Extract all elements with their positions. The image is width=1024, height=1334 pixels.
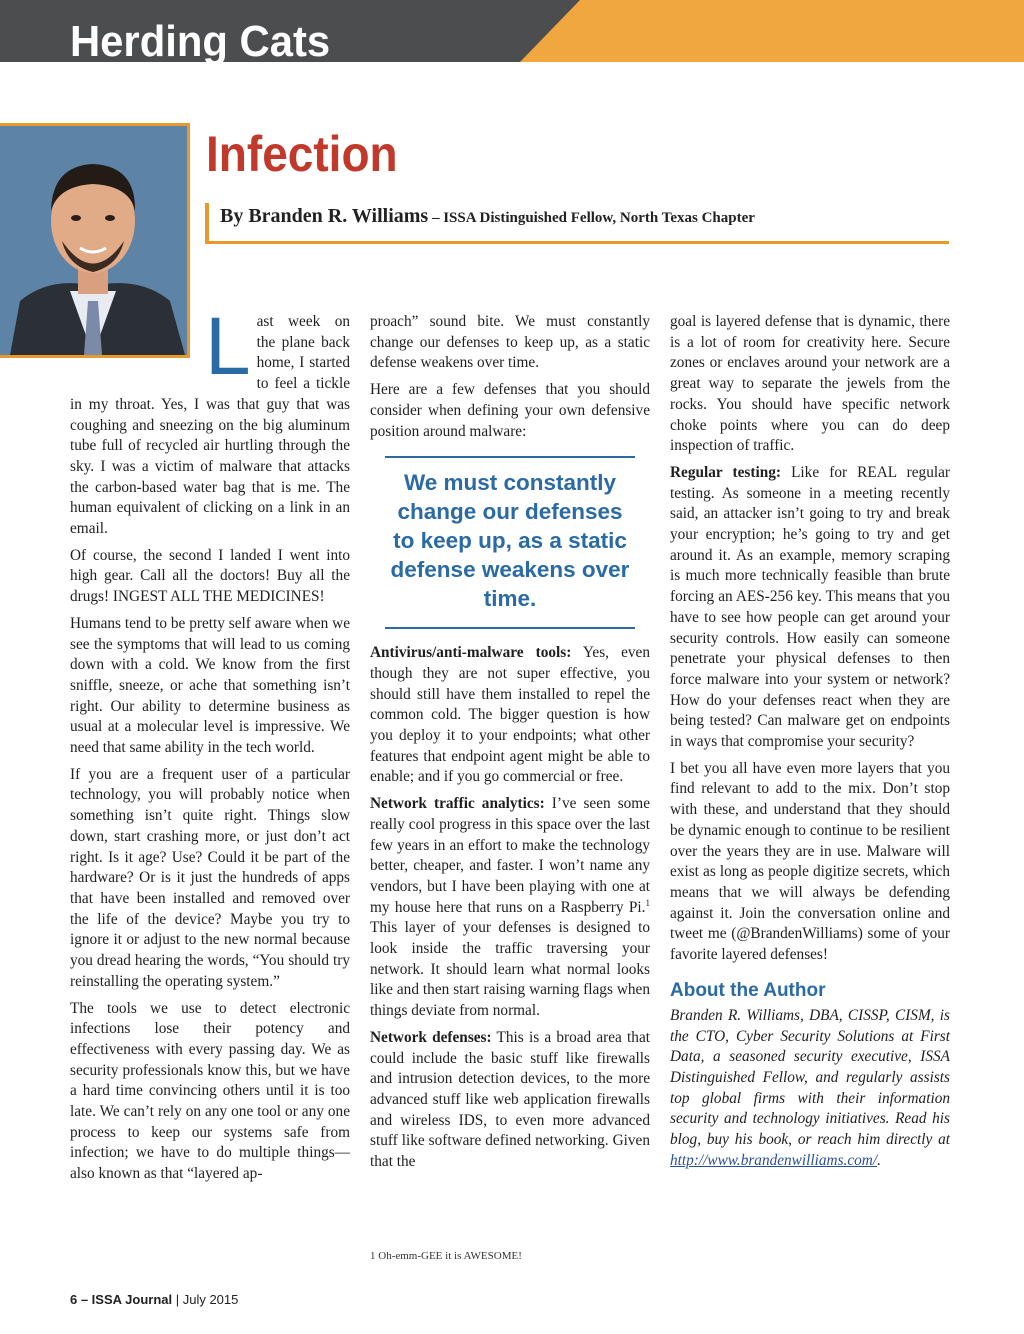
footer-page-label: 6 – ISSA Journal (70, 1292, 173, 1307)
footer-separator: | (172, 1292, 183, 1307)
section-title: Herding Cats (70, 17, 331, 66)
byline-rule (205, 241, 949, 244)
paragraph-lead: Network traffic analytics: (370, 795, 545, 813)
about-author-body: Branden R. Williams, DBA, CISSP, CISM, is the CTO, Cyber Security Solutions at First Data, a seasoned security executive, ISSA Distinguished Fellow, and regularly assists top global firms with their information security and technology initiatives. Read his blog, buy his book, or reach him directly at (670, 1006, 950, 1149)
about-author-heading: About the Author (670, 979, 826, 1001)
banner-orange-band (520, 0, 1024, 62)
footer-issue: July 2015 (182, 1292, 239, 1307)
paragraph-lead: Antivirus/anti-malware tools: (370, 644, 572, 662)
section-banner (0, 0, 1024, 66)
byline-accent-bar (205, 203, 209, 241)
drop-cap: L (205, 301, 251, 392)
paragraph: I bet you all have even more layers that you find relevant to add to the mix. Don’t stop with these, and understand that they should be dynamic enough to continue to be resilient over the years they are in use. Malware will exist as long as people digitize secrets, which means that we will always be defending against it. Join the conversation online and tweet me (@BrandenWilliams) some of your favorite layered defenses! (670, 759, 950, 964)
paragraph-text: I’ve seen some really cool progress in this space over the last few years in an effort to make the technology better, cheaper, and faster. I won’t name any vendors, but I have been playing with one at my house here that runs on a Raspberry Pi. (370, 795, 650, 916)
paragraph-text: This layer of your defenses is designed to look inside the traffic traversing your network. It should learn what normal looks like and then start raising warning flags when things deviate from normal. (370, 919, 650, 1020)
column-3 (670, 312, 950, 1177)
about-author-text (670, 1006, 950, 1172)
paragraph (670, 463, 950, 753)
byline-affiliation: – ISSA Distinguished Fellow, North Texas Chapter (428, 210, 755, 226)
paragraph (370, 643, 650, 788)
page-footer (70, 1292, 238, 1307)
paragraph (370, 794, 650, 1022)
footnote: 1 Oh-emm-GEE it is AWESOME! (370, 1250, 522, 1262)
paragraph-lead: Network defenses: (370, 1028, 492, 1046)
paragraph: proach” sound bite. We must constantly change our defenses to keep up, as a static defense weakens over time. (370, 313, 650, 372)
paragraph (370, 1028, 650, 1173)
paragraph-text: ast week on the plane back home, I started to feel a tickle in my throat. Yes, I was that guy that was coughing and sneezing on the big aluminum tube full of recycled air hurtling through the sky. I was a victim of malware that attacks the carbon-based water bag that is me. The human equivalent of clicking on a link in an email. (70, 313, 350, 538)
paragraph-text: Yes, even though they are not super effective, you should still have them installed to repel the common cold. The bigger question is how you deploy it to your endpoints; what other features that endpoint agent might be able to enable; and if you go commercial or free. (370, 644, 650, 786)
paragraph: Humans tend to be pretty self aware when we see the symptoms that will lead to us coming down with a cold. We know from the first sniffle, sneeze, or ache that something isn’t right. Our ability to determine business as usual at a molecular level is impressive. We need that same ability in the tech world. (70, 614, 350, 757)
paragraph: The tools we use to detect electronic infections lose their potency and effectiveness with every passing day. We as security professionals know this, but we have a hard time convincing others until it is too late. We can’t rely on any one tool or any one process to keep our systems safe from infection; we have to do multiple things—also known as that “layered ap- (70, 999, 350, 1183)
pull-quote: We must constantly change our defenses to keep up, as a static defense weakens over time. (385, 456, 635, 629)
column-2 (370, 312, 650, 1179)
byline (220, 203, 755, 231)
paragraph-text: Like for REAL regular testing. As someone in a meeting recently said, an attacker isn’t going to try and break your encryption; he’s going to try and get around it. As an example, memory scraping is much more technically feasible than brute forcing an AES-256 key. This means that you have to see how people can get around your security controls. How easily can someone penetrate your physical defenses to then force malware into your system or network? How do your defenses react when they are being tested? Can malware get on endpoints in ways that compromise your security? (670, 463, 950, 751)
paragraph: Of course, the second I landed I went into high gear. Call all the doctors! Buy all the drugs! INGEST ALL THE MEDICINES! (70, 546, 350, 606)
column-1 (70, 301, 350, 1191)
article-title: Infection (206, 126, 398, 182)
paragraph: If you are a frequent user of a particular technology, you will probably notice when something isn’t quite right. Things slow down, start crashing more, or just don’t act right. Is it age? Use? Could it be part of the hardware? Or is it just the hundreds of apps that have been installed and removed over the life of the device? Maybe you try to ignore it or adjust to the new normal because you dread hearing the words, “You should try reinstalling the operating system.” (70, 765, 350, 990)
byline-author: By Branden R. Williams (220, 205, 429, 227)
about-author-end: . (877, 1151, 881, 1169)
paragraph (70, 301, 350, 540)
paragraph-lead: Regular testing: (670, 463, 781, 481)
paragraph: goal is layered defense that is dynamic, there is a lot of room for creativity here. Secure zones or enclaves around your network are a great way to separate the jewels from the rocks. You should have specific network choke points where you can do deep inspection of traffic. (670, 313, 950, 455)
paragraph-text: This is a broad area that could include the basic stuff like firewalls and intrusion detection devices, to the more advanced stuff like web application firewalls and wireless IDS, to even more advanced stuff like software defined networking. Given that the (370, 1028, 650, 1171)
footnote-marker[interactable]: 1 (645, 897, 650, 908)
paragraph: Here are a few defenses that you should consider when defining your own defensive position around malware: (370, 381, 650, 440)
author-website-link[interactable]: http://www.brandenwilliams.com/ (670, 1151, 878, 1169)
